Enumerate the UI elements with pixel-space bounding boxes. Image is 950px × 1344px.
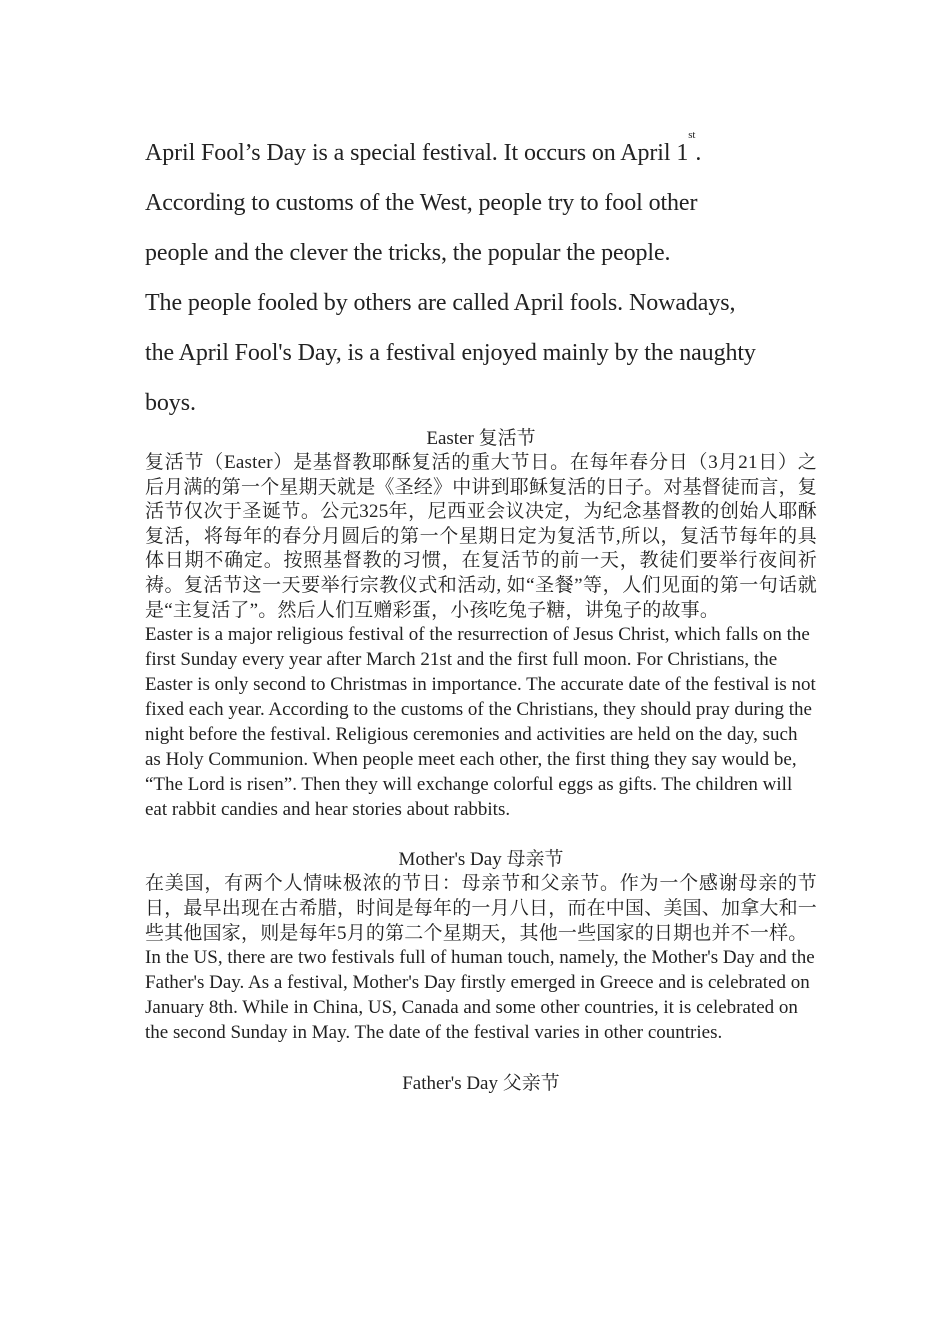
april-fools-line-1-end: . xyxy=(695,140,702,166)
section-spacer xyxy=(145,822,817,847)
easter-chinese-paragraph: 复活节（Easter）是基督教耶酥复活的重大节日。在每年春分日（3月21日）之后月满的第一个星期天就是《圣经》中讲到耶稣复活的日子。对基督徒而言，复活节仅次于圣诞节。公元325年，尼西亚会议决定，为纪念基督教的创始人耶酥复活，将每年的春分月圆后的第一个星期日定为复活节,所以，复活节每年的具体日期不确定。按照基督教的习惯，在复活节的前一天，教徒们要举行夜间祈祷。复活节这一天要举行宗教仪式和活动, 如“圣餐”等，人们见面的第一句话就是“主复活了”。然后人们互赠彩蛋，小孩吃兔子糖，讲兔子的故事。 xyxy=(145,452,818,621)
april-fools-line-1-text: April Fool’s Day is a special festival. It occurs on April 1 xyxy=(145,140,689,166)
mothers-day-english-paragraph: In the US, there are two festivals full of human touch, namely, the Mother's Day and the Father's Day. As a festival, Mother's Day firstly emerged in Greece and is celebrated on January 8th. While in China, US, Canada and some other countries, it is celebrated on the second Sunday in May. The date of the festival varies in other countries. xyxy=(145,947,815,1043)
april-fools-section xyxy=(145,128,817,428)
fathers-day-title: Father's Day 父亲节 xyxy=(402,1072,560,1094)
easter-section xyxy=(145,426,817,822)
fathers-day-section xyxy=(145,1071,817,1096)
ordinal-suffix: st xyxy=(688,129,696,141)
april-fools-line-2: According to customs of the West, people try to fool other xyxy=(145,190,698,216)
section-spacer xyxy=(145,1046,817,1071)
april-fools-line-4: The people fooled by others are called April fools. Nowadays, xyxy=(145,290,736,316)
mothers-day-title: Mother's Day 母亲节 xyxy=(398,849,564,871)
mothers-day-section xyxy=(145,847,817,1045)
april-fools-line-6: boys. xyxy=(145,390,196,416)
april-fools-line-1 xyxy=(145,128,817,178)
document-body xyxy=(145,128,817,1096)
mothers-day-chinese-paragraph: 在美国，有两个人情味极浓的节日：母亲节和父亲节。作为一个感谢母亲的节日，最早出现在古希腊，时间是每年的一月八日，而在中国、美国、加拿大和一些其他国家，则是每年5月的第二个星期天，其他一些国家的日期也并不一样。 xyxy=(145,873,818,944)
april-fools-line-3: people and the clever the tricks, the popular the people. xyxy=(145,240,671,266)
easter-english-paragraph: Easter is a major religious festival of the resurrection of Jesus Christ, which falls on the first Sunday every year after March 21st and the first full moon. For Christians, the Easter is only second to Christmas in importance. The accurate date of the festival is not fixed each year. According to the customs of the Christians, they should pray during the night before the festival. Religious ceremonies and activities are held on the day, such as Holy Communion. When people meet each other, the first thing they say would be, “The Lord is risen”. Then they will exchange colorful eggs as gifts. The children will eat rabbit candies and hear stories about rabbits. xyxy=(145,624,816,820)
easter-title: Easter 复活节 xyxy=(426,428,536,449)
april-fools-line-5: the April Fool's Day, is a festival enjoyed mainly by the naughty xyxy=(145,340,756,366)
